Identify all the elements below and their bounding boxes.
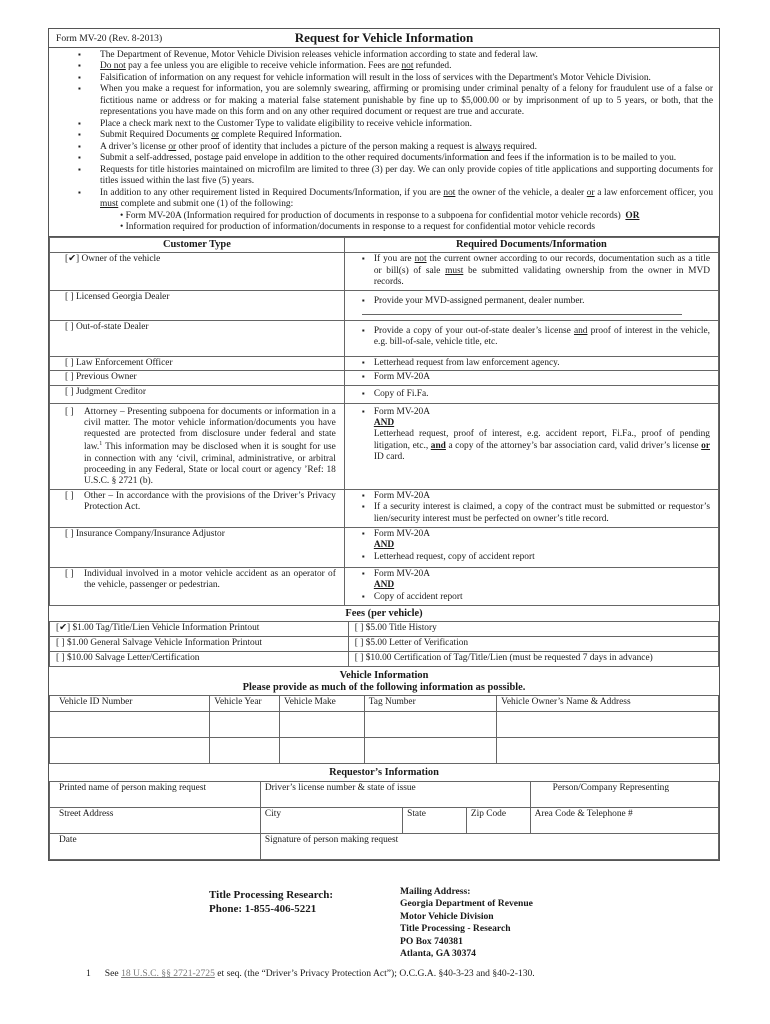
other-checkbox[interactable]: [ ] xyxy=(65,490,74,501)
tag-number-field[interactable] xyxy=(364,737,496,763)
ga-dealer-checkbox[interactable]: [ ] xyxy=(65,291,74,302)
research-phone: Phone: 1-855-406-5221 xyxy=(209,903,317,916)
docs-owner: ▪ If you are not the current owner according to our records, documentation such as a title or bill(s) of sale must be submitted validating ownership from the owner in MVD records. xyxy=(344,253,718,290)
dealer-number-line[interactable] xyxy=(362,314,682,315)
note-oath: ▪ When you make a request for information, you are solemnly swearing, affirming or promising under criminal penalty of a felony for fraudulent use of a false or fictitious name or address or for making a material false statement punishable by fine up to $5,000.00 or by imprisonment of up to 5 years, or both, that the representations you have made on this form and on any other required document or request are true and accurate. xyxy=(55,84,713,118)
vehicle-make-field[interactable] xyxy=(280,711,365,737)
col-tag-number: Tag Number xyxy=(364,695,496,711)
customer-other[interactable]: [ ] Other – In accordance with the provisions of the Driver’s Privacy Protection Act. xyxy=(50,489,345,527)
city-field[interactable]: City xyxy=(260,807,402,833)
customer-owner[interactable]: [✔] Owner of the vehicle xyxy=(50,253,345,290)
docs-oos-dealer: ▪ Provide a copy of your out-of-state dealer’s license and proof of interest in the vehicle, e.g. bill-of-sale, vehicle title, etc. xyxy=(344,320,718,356)
owner-checkbox[interactable]: [✔] xyxy=(65,254,80,265)
col-vehicle-id: Vehicle ID Number xyxy=(50,695,210,711)
vehicle-year-field[interactable] xyxy=(210,711,280,737)
mail-line: Motor Vehicle Division xyxy=(400,910,494,922)
fee-verification[interactable]: [ ] $5.00 Letter of Verification xyxy=(348,636,718,651)
street-field[interactable]: Street Address xyxy=(50,807,261,833)
company-field[interactable]: Person/Company Representing xyxy=(530,781,718,807)
footnote-link[interactable]: 18 U.S.C. §§ 2721-2725 xyxy=(121,968,215,979)
option-mv20a: • Form MV-20A (Information required for production of documents in response to a subpoena for confidential motor vehicle records) OR xyxy=(120,210,640,221)
form-number: Form MV-20 (Rev. 8-2013) xyxy=(56,33,163,44)
form-title: Request for Vehicle Information xyxy=(294,30,474,45)
attorney-checkbox[interactable]: [ ] xyxy=(65,406,74,417)
fee-certification-checkbox[interactable]: [ ] xyxy=(354,652,364,663)
fee-salvage-letter-checkbox[interactable]: [ ] xyxy=(56,652,65,663)
state-field[interactable]: State xyxy=(403,807,467,833)
note-checkmark: ▪ Place a check mark next to the Customer Type to validate eligibility to receive vehicle information. xyxy=(55,119,713,130)
footnote-number: 1 xyxy=(86,968,91,979)
docs-ga-dealer: ▪ Provide your MVD-assigned permanent, dealer number. xyxy=(344,290,718,320)
license-field[interactable]: Driver’s license number & state of issue xyxy=(260,781,530,807)
mail-line: Title Processing - Research xyxy=(400,923,511,935)
required-docs-header: Required Documents/Information xyxy=(344,237,718,253)
vehicle-id-field[interactable] xyxy=(50,737,210,763)
docs-law: ▪ Letterhead request from law enforcement agency. xyxy=(344,356,718,370)
note-license: ▪ A driver’s license or other proof of identity that includes a picture of the person making a request is always required. xyxy=(55,142,713,153)
vehicle-table xyxy=(49,695,719,764)
fees-title: Fees (per vehicle) xyxy=(345,607,423,619)
col-owner-name-address: Vehicle Owner’s Name & Address xyxy=(497,695,719,711)
customer-ga-dealer[interactable]: [ ] Licensed Georgia Dealer xyxy=(50,290,345,320)
docs-previous-owner: ▪ Form MV-20A xyxy=(344,371,718,385)
note-release: ▪ The Department of Revenue, Motor Vehicle Division releases vehicle information according to state and federal law. xyxy=(55,50,713,61)
col-vehicle-year: Vehicle Year xyxy=(210,695,280,711)
oos-dealer-checkbox[interactable]: [ ] xyxy=(65,321,74,332)
judgment-checkbox[interactable]: [ ] xyxy=(65,386,74,397)
note-additional: ▪ In addition to any other requirement listed in Required Documents/Information, if you are not the owner of the vehicle, a dealer or a law enforcement officer, you must complete and submit one (1) of the following: xyxy=(55,188,713,211)
accident-checkbox[interactable]: [ ] xyxy=(65,568,74,579)
zip-field[interactable]: Zip Code xyxy=(466,807,530,833)
footnote: 1 See 18 U.S.C. §§ 2721-2725 et seq. (the “Driver’s Privacy Protection Act”); O.C.G.A. §40-3-23 and §40-2-130. xyxy=(86,968,535,979)
owner-name-address-field[interactable] xyxy=(497,711,719,737)
note-falsification: ▪ Falsification of information on any request for vehicle information will result in the loss of services with the Department's Motor Vehicle Division. xyxy=(55,73,713,84)
docs-other: ▪ Form MV-20A ▪ If a security interest is claimed, a copy of the contract must be submitted or requestor’s lien/security interest must be perfected on owner’s title record. xyxy=(344,489,718,527)
option-confidential: • Information required for production of information/documents in response to a request for confidential motor vehicle records xyxy=(120,222,596,233)
customer-accident[interactable]: [ ] Individual involved in a motor vehicle accident as an operator of the vehicle, passenger or pedestrian. xyxy=(50,567,345,605)
fee-certification[interactable]: [ ] $10.00 Certification of Tag/Title/Lien (must be requested 7 days in advance) xyxy=(348,651,718,666)
signature-field[interactable]: Signature of person making request xyxy=(260,833,718,859)
mail-line: Georgia Department of Revenue xyxy=(400,898,533,910)
vehicle-id-field[interactable] xyxy=(50,711,210,737)
mail-line: PO Box 740381 xyxy=(400,935,463,947)
fee-salvage-printout-checkbox[interactable]: [ ] xyxy=(56,637,65,648)
printed-name-field[interactable]: Printed name of person making request xyxy=(50,781,261,807)
insurance-checkbox[interactable]: [ ] xyxy=(65,528,74,539)
research-label: Title Processing Research: xyxy=(209,889,334,901)
note-fee: ▪ Do not pay a fee unless you are eligible to receive vehicle information. Fees are not refunded. xyxy=(55,61,713,72)
customer-insurance[interactable]: [ ] Insurance Company/Insurance Adjustor xyxy=(50,527,345,567)
vehicle-info-form xyxy=(48,28,720,861)
vehicle-year-field[interactable] xyxy=(210,737,280,763)
docs-accident: ▪ Form MV-20A AND ▪ Copy of accident report xyxy=(344,567,718,605)
vehicle-info-subtitle: Please provide as much of the following information as possible. xyxy=(242,681,526,693)
vehicle-make-field[interactable] xyxy=(280,737,365,763)
tag-number-field[interactable] xyxy=(364,711,496,737)
customer-oos-dealer[interactable]: [ ] Out-of-state Dealer xyxy=(50,320,345,356)
vehicle-info-title: Vehicle Information xyxy=(339,669,429,681)
docs-judgment: ▪ Copy of Fi.Fa. xyxy=(344,385,718,403)
docs-insurance: ▪ Form MV-20A AND ▪ Letterhead request, copy of accident report xyxy=(344,527,718,567)
note-submit: ▪ Submit Required Documents or complete Required Information. xyxy=(55,130,713,141)
mailing-label: Mailing Address: xyxy=(400,886,471,897)
requestor-title: Requestor’s Information xyxy=(329,766,439,778)
requestor-table xyxy=(49,781,719,860)
customer-type-header: Customer Type xyxy=(50,237,345,253)
research-contact xyxy=(209,888,333,917)
customer-law[interactable]: [ ] Law Enforcement Officer xyxy=(50,356,345,370)
title-bar xyxy=(49,29,719,48)
note-envelope: ▪ Submit a self-addressed, postage paid envelope in addition to the other required documents/information and fees if the information is to be mailed to you. xyxy=(55,153,713,164)
date-field[interactable]: Date xyxy=(50,833,261,859)
phone-field[interactable]: Area Code & Telephone # xyxy=(530,807,718,833)
docs-attorney: ▪ Form MV-20A AND Letterhead request, proof of interest, e.g. accident report, Fi.Fa., proof of pending litigation, etc., and a copy of the attorney’s bar association card, valid driver’s license or ID card. xyxy=(344,403,718,489)
customer-type-table xyxy=(49,237,719,606)
fee-tag-title-lien[interactable]: [✔] $1.00 Tag/Title/Lien Vehicle Information Printout xyxy=(50,621,349,636)
customer-attorney[interactable]: [ ] Attorney – Presenting subpoena for documents or information in a civil matter. The motor vehicle information/documents you have requested are protected from disclosure under federal and state law.$^1$ This information may be disclosed when it is sought for use in connection with any ‘civil, criminal, administrative, or arbitral proceeding in any Federal, State or local court or agency ’Ref: 18 U.S.C. § 2721 (b). xyxy=(50,403,345,489)
law-checkbox[interactable]: [ ] xyxy=(65,357,74,368)
mailing-address xyxy=(400,886,533,961)
fee-salvage-printout[interactable]: [ ] $1.00 General Salvage Vehicle Information Printout xyxy=(50,636,349,651)
note-microfilm: ▪ Requests for title histories maintained on microfilm are limited to three (3) per day. We can only provide copies of title applications and supporting documents for titles issued within the last five (5) years. xyxy=(55,165,713,188)
previous-owner-checkbox[interactable]: [ ] xyxy=(65,372,74,383)
fees-table xyxy=(49,621,719,667)
fee-salvage-letter[interactable]: [ ] $10.00 Salvage Letter/Certification xyxy=(50,651,349,666)
owner-name-address-field[interactable] xyxy=(497,737,719,763)
instructions xyxy=(49,48,719,237)
mail-line: Atlanta, GA 30374 xyxy=(400,948,476,960)
col-vehicle-make: Vehicle Make xyxy=(280,695,365,711)
fee-title-history[interactable]: [ ] $5.00 Title History xyxy=(348,621,718,636)
fee-tag-title-lien-checkbox[interactable]: [✔] xyxy=(56,622,71,633)
fee-title-history-checkbox[interactable]: [ ] xyxy=(354,622,364,633)
customer-judgment[interactable]: [ ] Judgment Creditor xyxy=(50,385,345,403)
customer-previous-owner[interactable]: [ ] Previous Owner xyxy=(50,371,345,385)
fee-verification-checkbox[interactable]: [ ] xyxy=(354,637,364,648)
